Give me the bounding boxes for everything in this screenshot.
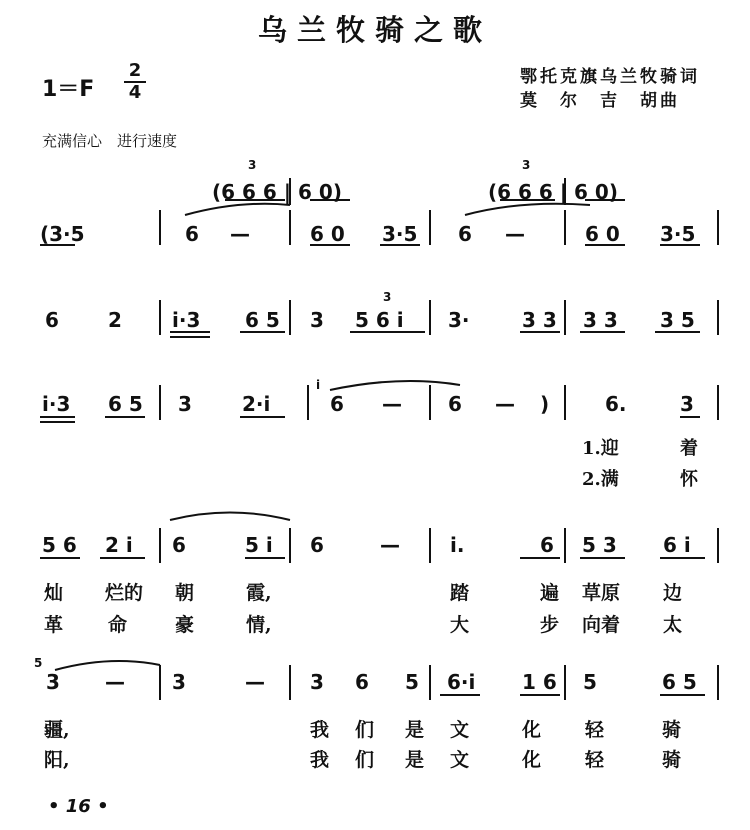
note: 6·i [447, 670, 476, 694]
note: 1 6 [522, 670, 557, 694]
note: 5 i [245, 533, 273, 557]
lyric: 遍 [540, 582, 560, 604]
note: 5 [405, 670, 419, 694]
note: — [382, 392, 402, 416]
lyric: 是 [405, 749, 425, 771]
lyric: 向着 [582, 614, 621, 636]
note: 6 5 [245, 308, 280, 332]
note: 6 [310, 533, 324, 557]
lyric: 大 [450, 614, 470, 636]
lyric: 朝 [175, 582, 195, 604]
note: ) [540, 392, 550, 416]
lyric: 太 [663, 614, 683, 636]
lyric: 化 [522, 719, 542, 741]
note: 6 i [663, 533, 691, 557]
lyric: 骑 [662, 749, 682, 771]
lyric: 边 [663, 582, 683, 604]
lyric: 豪 [175, 614, 195, 636]
tempo-marking: 充满信心 进行速度 [42, 132, 178, 150]
lyric: 踏 [450, 582, 470, 604]
lyric: 轻 [585, 719, 605, 741]
note: 6 0 [585, 222, 620, 246]
triplet-mark: 3 [522, 158, 531, 172]
lyric: 情, [246, 614, 272, 636]
slur [330, 381, 460, 390]
lyric: 我 [310, 719, 330, 741]
note: 6 [458, 222, 472, 246]
triplet-mark: 3 [383, 290, 392, 304]
note: 5 6 [42, 533, 77, 557]
note: 3 [178, 392, 192, 416]
note: 3 [310, 308, 324, 332]
lyric: 步 [540, 614, 560, 636]
note: 6 [185, 222, 199, 246]
note: i·3 [172, 308, 201, 332]
note: 2·i [242, 392, 271, 416]
lyric: 疆, [44, 719, 70, 741]
note: 6 5 [662, 670, 697, 694]
note: 6 [448, 392, 462, 416]
note: 3 5 [660, 308, 695, 332]
lyric: 是 [405, 719, 425, 741]
composer-credit: 莫 尔 吉 胡曲 [520, 91, 680, 111]
slur [55, 661, 160, 670]
note: 6. [605, 392, 627, 416]
note: 5 [583, 670, 597, 694]
grace-note: i [316, 378, 321, 392]
note: 5 6 i [355, 308, 404, 332]
note: 6 0 [310, 222, 345, 246]
note: 3·5 [382, 222, 418, 246]
lyric: 轻 [585, 749, 605, 771]
note: i·3 [42, 392, 71, 416]
grace-note: 5 [34, 656, 43, 670]
meter-top: 2 [128, 60, 142, 81]
alt-ending-a: (6 6 6 | 6 0) [212, 180, 342, 204]
note: — [495, 392, 515, 416]
triplet-mark: 3 [248, 158, 257, 172]
verse-2-label: 2.满 [582, 469, 619, 490]
note: 3· [448, 308, 470, 332]
lyric: 文 [450, 749, 470, 771]
lyric: 烂的 [105, 582, 144, 604]
verse-1-lyric: 着 [680, 438, 698, 459]
note: — [505, 222, 525, 246]
note: 2 [108, 308, 122, 332]
note: 6 5 [108, 392, 143, 416]
note: 3 [46, 670, 60, 694]
note: i. [450, 533, 465, 557]
note: 3·5 [660, 222, 696, 246]
lyric: 灿 [44, 582, 64, 604]
lyric: 们 [355, 719, 375, 741]
note: 3 3 [583, 308, 618, 332]
meter-bottom: 4 [128, 82, 142, 103]
lyric: 霞, [246, 582, 272, 604]
note: 6 [540, 533, 554, 557]
note: (3·5 [40, 222, 85, 246]
lyricist-credit: 鄂托克旗乌兰牧骑词 [520, 67, 700, 87]
slur [465, 204, 590, 215]
alt-ending-b: (6 6 6 | 6 0) [488, 180, 618, 204]
lyric: 化 [522, 749, 542, 771]
lyric: 命 [108, 614, 128, 636]
lyric: 骑 [662, 719, 682, 741]
lyric: 文 [450, 719, 470, 741]
lyric: 阳, [44, 749, 70, 771]
note: — [380, 533, 400, 557]
note: 6 [45, 308, 59, 332]
note: — [245, 670, 265, 694]
note: 6 [172, 533, 186, 557]
page-number: • 16 • [48, 796, 109, 817]
lyric: 我 [310, 749, 330, 771]
key-signature: 1＝F [42, 77, 95, 102]
lyric: 草原 [582, 582, 621, 604]
note: 3 [172, 670, 186, 694]
note: — [230, 222, 250, 246]
note: 2 i [105, 533, 133, 557]
note: — [105, 670, 125, 694]
verse-1-label: 1.迎 [582, 438, 619, 459]
note: 3 [680, 392, 694, 416]
note: 5 3 [582, 533, 617, 557]
note: 3 3 [522, 308, 557, 332]
note: 3 [310, 670, 324, 694]
note: 6 [355, 670, 369, 694]
verse-2-lyric: 怀 [680, 469, 698, 490]
lyric: 们 [355, 749, 375, 771]
slur [170, 513, 290, 521]
lyric: 革 [44, 614, 64, 636]
slur [185, 204, 290, 215]
note: 6 [330, 392, 344, 416]
song-title: 乌兰牧骑之歌 [257, 13, 492, 47]
